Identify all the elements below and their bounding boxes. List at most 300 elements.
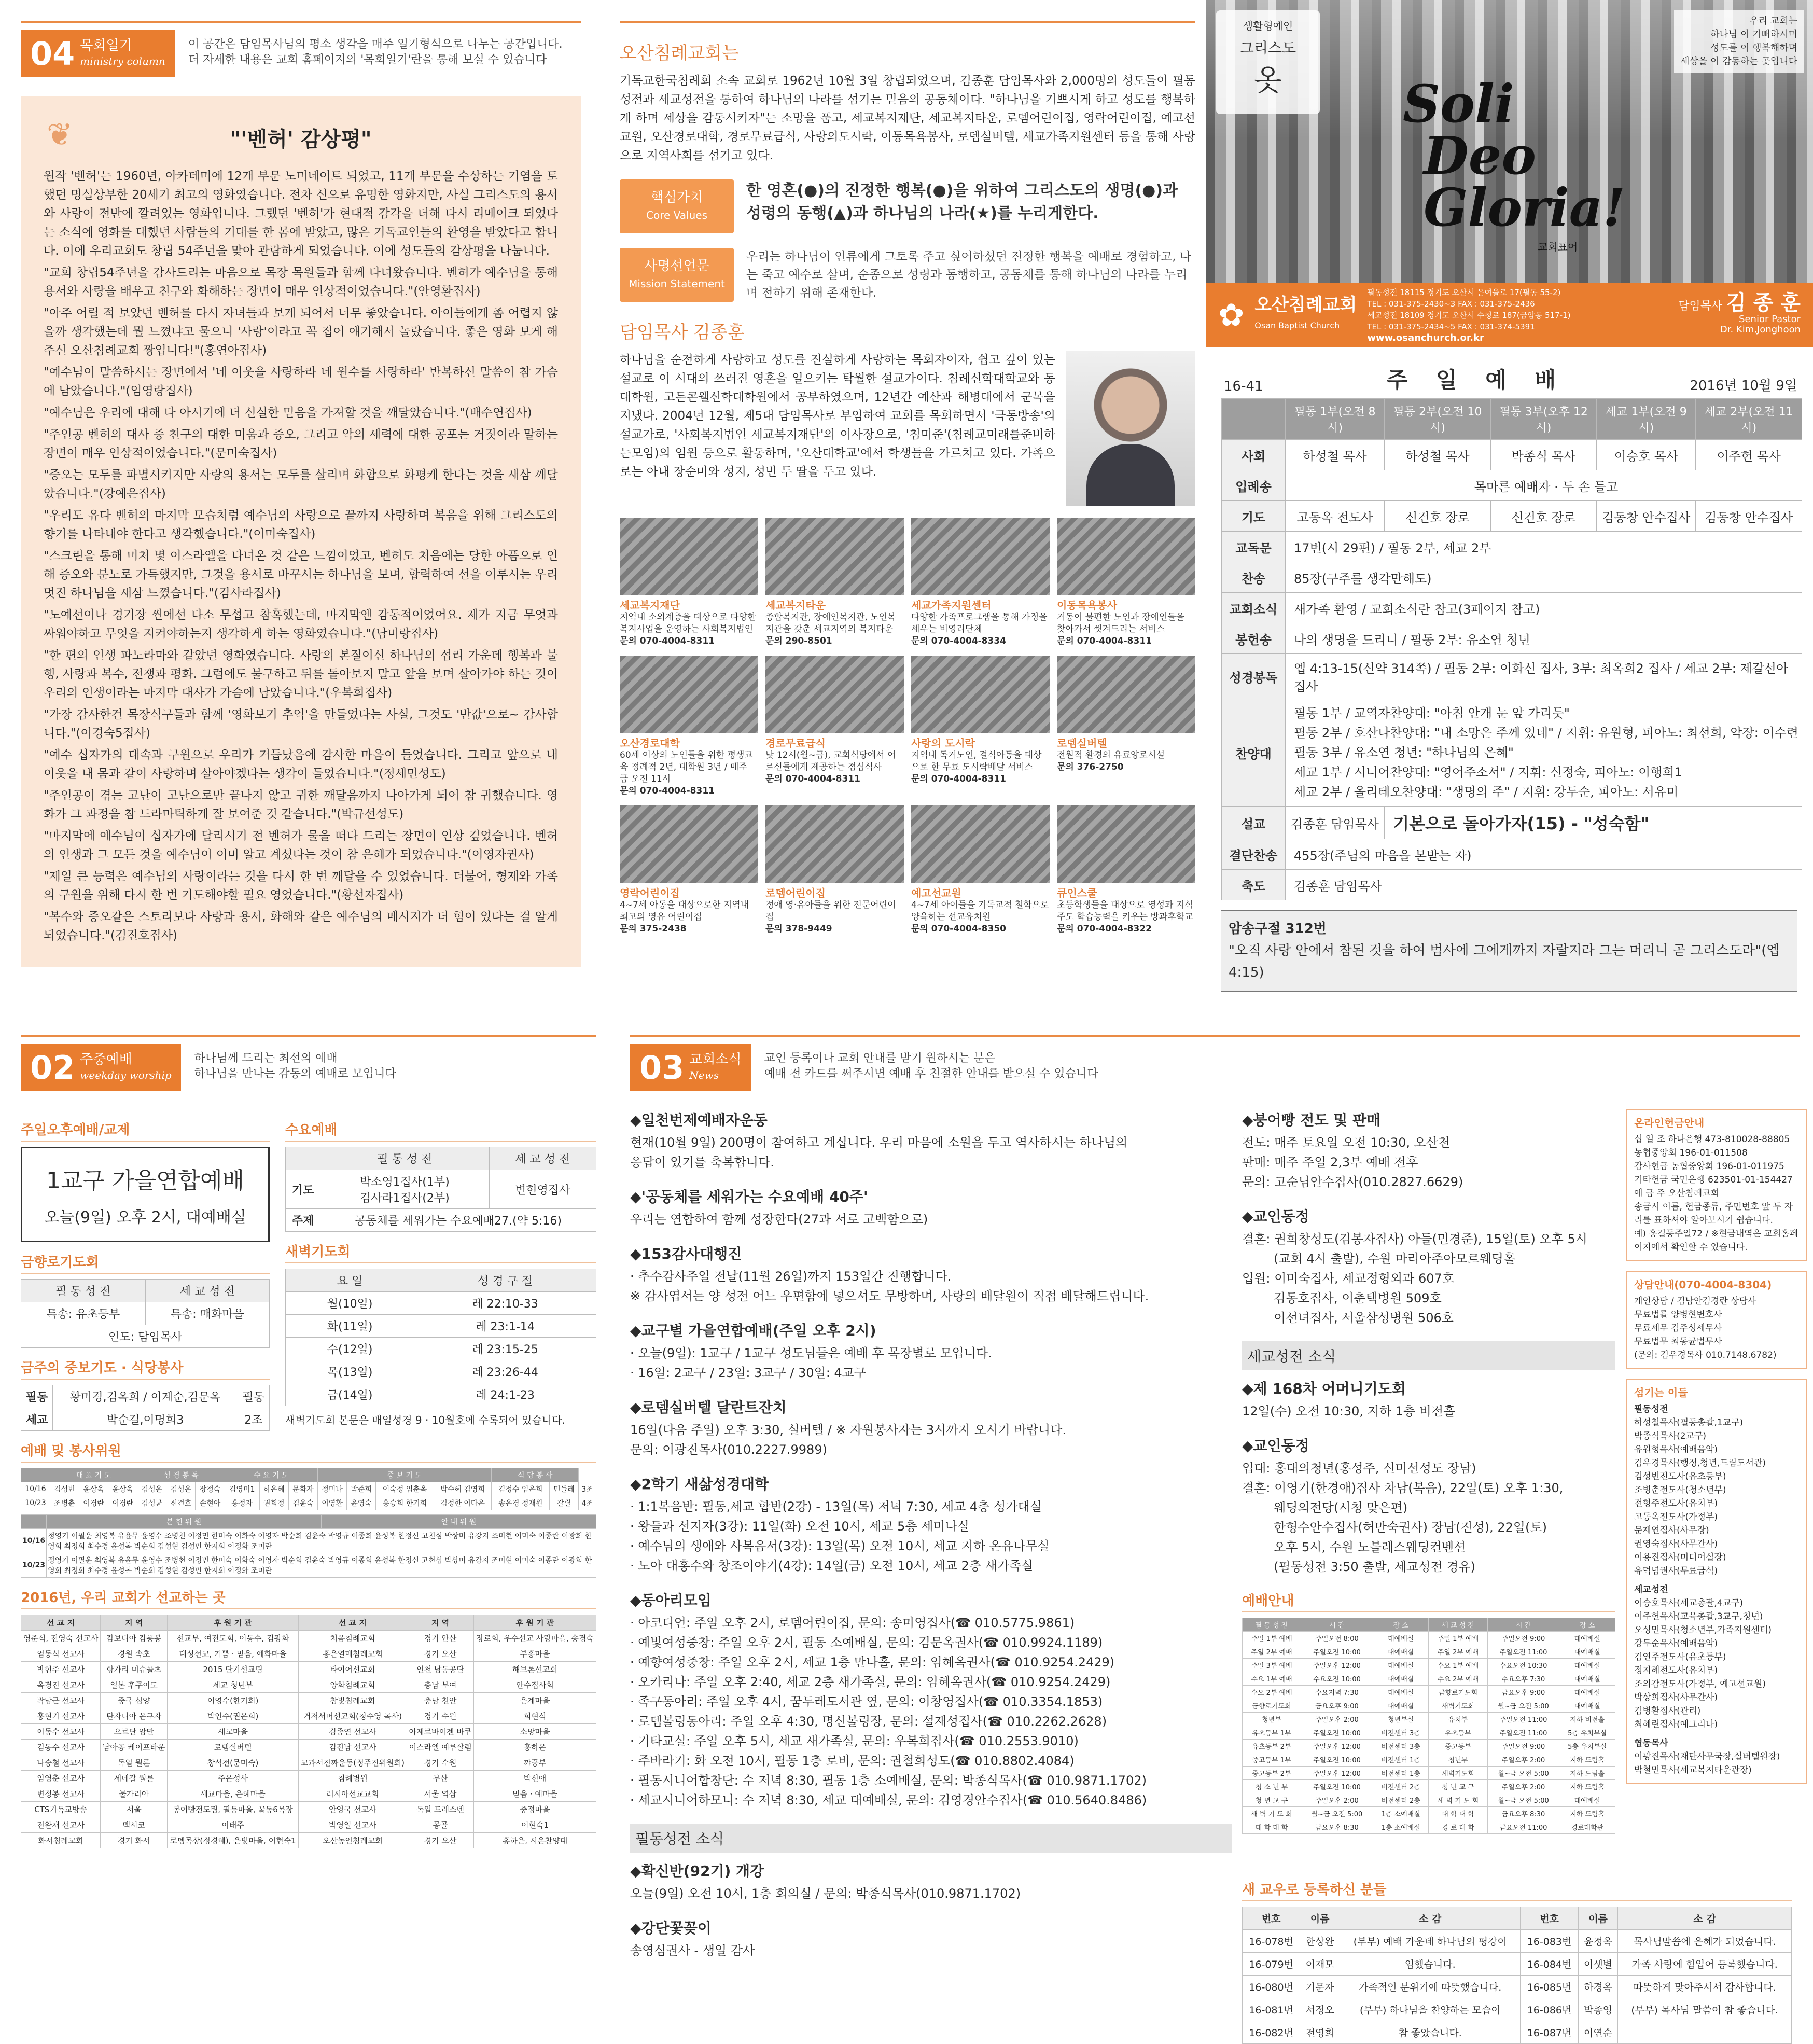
essay-paragraph: "아주 어릴 적 보았던 벤허를 다시 자녀들과 보게 되어서 너무 좋았습니다. 아이들에게 좀 어렵지 않을까 생각했는데 뭘 느꼈냐고 물으니 '사랑'이라고 꼭 집어 얘기해서 놀랐습니다. 좋은 영화 보게 해주신 오산침례교회 짱입니다!"(홍연아집사)	[44, 307, 558, 357]
staff-member: 김연주전도사(유초등부)	[1634, 1652, 1726, 1662]
mission-row	[21, 1802, 596, 1817]
guide-cell: 수요 2부 예배	[1243, 1686, 1301, 1699]
mission-cell: 세교마을, 은혜마을	[168, 1786, 299, 1802]
guide-cell: 유초등부 2부	[1243, 1740, 1301, 1753]
member-row	[1243, 2021, 1792, 2044]
section-description: 하나님께 드리는 최선의 예배 하나님을 만나는 감동의 예배로 모입니다	[194, 1052, 396, 1080]
counsel-line: (문의: 김우경목사 010.7148.6782)	[1634, 1350, 1777, 1360]
guide-row	[1243, 1726, 1615, 1740]
news-body	[1242, 1229, 1615, 1328]
guide-row	[1243, 1686, 1615, 1699]
member-cell: 전영희	[1300, 2021, 1340, 2044]
guide-cell: 수요오전 10:30	[1487, 1659, 1559, 1672]
church-website[interactable]: www.osanchurch.or.kr	[1367, 332, 1484, 343]
guide-cell: 주일오전 8:00	[1301, 1632, 1373, 1645]
guide-cell: 수요오후 7:30	[1487, 1672, 1559, 1686]
news-line: · 족구동아리: 주일 오후 4시, 꿈두레도서관 옆, 문의: 이창영집사(☎ 010.3354.1853)	[630, 1694, 1103, 1709]
staff-member: 김병환집사(관리)	[1634, 1706, 1701, 1716]
online-offering-line: 송금시 이름, 헌금종류, 주민번호 앞 두 자리를 표하셔야 알아보시기 쉽습니다.	[1634, 1202, 1793, 1226]
mission-cell: 홍하은, 시온찬양대	[473, 1833, 596, 1848]
news-sidebar	[1626, 1109, 1807, 1974]
news-heading: ◆강단꽃꽂이	[630, 1920, 712, 1937]
news-item	[630, 1319, 1232, 1383]
guide-col-header: 세 교 성 전	[1429, 1618, 1487, 1632]
news-line: · 아코디언: 주일 오후 2시, 로뎀어린이집, 문의: 송미영집사(☎ 010.5775.9861)	[630, 1616, 1075, 1630]
news-line: · 기타교실: 주일 오후 5시, 세교 새가족실, 문의: 우복희집사(☎ 010.2553.9010)	[630, 1734, 1079, 1748]
mission-text: 우리는 하나님이 인류에게 그토록 주고 싶어하셨던 진정한 행복을 예배로 경험하고, 나는 죽고 예수로 살며, 순종으로 성령과 동행하고, 공동체를 통해 하나님의 나라를 누리며 전하기 위해 존재한다.	[746, 250, 1192, 300]
online-offering-line: 예) 홍길동주일72 / ※현금내역은 교회홈페이지에서 확인할 수 있습니다.	[1634, 1229, 1798, 1253]
ministry-phone: 문의 375-2438	[620, 924, 687, 934]
mission-cell: 남아공 케이프타운	[101, 1740, 168, 1755]
news-line: 김동호집사, 이춘택병원 509호	[1242, 1291, 1442, 1305]
mission-cell: 영준식, 전영숙 선교사	[21, 1631, 101, 1646]
member-cell: 임했습니다.	[1340, 1953, 1521, 1976]
news-item	[630, 1243, 1232, 1306]
news-heading: ◆153감사대행진	[630, 1245, 742, 1262]
guide-cell: 새벽기도회	[1429, 1767, 1487, 1780]
guide-cell: 주일오전 9:00	[1487, 1740, 1559, 1753]
worship-span-cell: 새가족 환영 / 교회소식란 참고(3페이지 참고)	[1286, 593, 1802, 623]
guide-cell: 5층 유치부실	[1559, 1726, 1615, 1740]
news-line: · 필동시니어합창단: 수 저녁 8:30, 필동 1층 소예배실, 문의: 박종식목사(☎ 010.9871.1702)	[630, 1773, 1147, 1788]
member-row	[1243, 1930, 1792, 1953]
section-description: 이 공간은 담임목사님의 평소 생각을 매주 일기형식으로 나누는 공간입니다. 더 자세한 내용은 교회 홈페이지의 '목회일기'란을 통해 보실 수 있습니다	[188, 38, 563, 66]
mission-cell: 박영일 선교사	[298, 1817, 407, 1833]
news-item	[1242, 1435, 1615, 1577]
news-item	[630, 1860, 1232, 1903]
volunteer-cell: 박수혜 김영희	[434, 1482, 492, 1496]
counsel-line: 무료법률 양병현변호사	[1634, 1310, 1722, 1320]
ministry-item	[620, 656, 758, 797]
essay-paragraph: "마지막에 예수님이 십자가에 달리시기 전 벤허가 물을 떠다 드리는 장면이 인상 깊었습니다. 벤허의 인생과 그 모든 것을 예수님이 이미 알고 계셨다는 것이 참 은혜가 되었습니다."(이영자권사)	[44, 829, 558, 861]
mission-row	[21, 1771, 596, 1786]
news-line: · 16일: 2교구 / 23일: 3교구 / 30일: 4교구	[630, 1366, 867, 1380]
ministry-item	[765, 656, 904, 797]
guide-cell: 주일오전 10:00	[1301, 1645, 1373, 1659]
ministry-photo	[765, 518, 904, 595]
guide-cell: 비전센터 3층	[1373, 1726, 1429, 1740]
volunteer-cell: 신건호	[166, 1496, 196, 1510]
ministry-phone: 문의 376-2750	[1057, 762, 1124, 772]
ministry-photo	[911, 656, 1050, 733]
mission-partners-table	[21, 1615, 596, 1848]
worship-cell: 신건호 장로	[1385, 501, 1490, 532]
guide-cell: 청년부	[1243, 1713, 1301, 1726]
volunteer-cell: 윤상욱	[108, 1482, 137, 1496]
guide-cell: 수요 2부 예배	[1429, 1672, 1487, 1686]
guide-cell: 대예배실	[1373, 1672, 1429, 1686]
core-values-label: 핵심가치 Core Values	[620, 179, 734, 233]
guide-row	[1243, 1632, 1615, 1645]
essay-paragraph: "가장 감사한건 목장식구들과 함께 '영화보기 추억'을 만들었다는 사실, 그것도 '반값'으로~ 감사합니다."(이경숙5집사)	[44, 708, 558, 740]
pastor-bio: 하나님을 순전하게 사랑하고 성도를 진실하게 사랑하는 목회자이자, 쉽고 깊이 있는 설교로 이 시대의 쓰러진 영혼을 일으키는 탁월한 설교가이다. 침례신학대학교와 동대학원, 고든콘웰신학대학원에서 공부하였으며, 12년간 예산과 해병대에서 군목을 지냈다. 2004년 12월, 제5대 담임목사로 부임하여 교회를 목회하면서 '극동방송'의 설교가로, '사회복지법인 세교복지재단'의 이사장으로, '침미준'(침례교미래를준비하는모임)의 임원 등으로 활동하며, '오산대학교'에서 학생들을 가르치고 있다. 가족으로는 아내 장순미와 성지, 성빈 두 딸을 두고 있다.	[620, 353, 1055, 479]
online-offering-line: 기타헌금 국민은행 623501-01-154427	[1634, 1175, 1793, 1185]
essay-paragraph: 원작 '벤허'는 1960년, 아카데미에 12개 부문 노미네이트 되었고, 11개 부문을 수상하는 기염을 토했던 명실상부한 20세기 최고의 영화였습니다. 전차 신으로 유명한 영화지만, 사실 그리스도의 용서와 사랑이 전반에 깔려있는 영화입니다. 그랬던 '벤허'가 현대적 감각을 더해 다시 리메이크 되었다는 소식에 영화를 대했던 사람들의 기대를 한 몸에 받았고, 많은 기독교인들의 환영을 받았다고 합니다. 이에 우리교회도 창립 54주년을 맞아 관람하게 되었습니다. 이에 성도들의 감상평을 나눕니다.	[44, 170, 558, 258]
choir-line: 세교 2부 / 올리테오찬양대: "생명의 주" / 지휘: 강두순, 피아노: 서유미	[1294, 785, 1679, 799]
member-cell: 박종영	[1578, 1998, 1618, 2021]
segyo-news-heading: 세교성전 소식	[1242, 1341, 1615, 1370]
mission-cell: 홍현기 선교사	[21, 1708, 101, 1724]
ministry-photo	[765, 805, 904, 883]
mission-cell: 몽골	[407, 1817, 473, 1833]
news-line: 현재(10월 9일) 200명이 참여하고 계십니다. 우리 마음에 소원을 두고 역사하시는 하나님의	[630, 1135, 1128, 1150]
guide-cell: 금향로기도회	[1429, 1686, 1487, 1699]
news-left-column	[630, 1109, 1232, 1974]
church-info-band	[1206, 283, 1813, 347]
guide-cell: 주일오전 11:00	[1487, 1645, 1559, 1659]
memory-verse-text: "오직 사랑 안에서 참된 것을 하여 범사에 그에게까지 자랄지라 그는 머리니 곧 그리스도라"(엡 4:15)	[1229, 943, 1780, 980]
mission-row	[21, 1786, 596, 1802]
guide-cell: 주일오전 10:00	[1301, 1726, 1373, 1740]
weekday-grid	[21, 1110, 596, 1431]
volunteer-cell: 김정한 이다은	[434, 1496, 492, 1510]
mission-cell: 화서침례교회	[21, 1833, 101, 1848]
dawn-day: 금(14일)	[286, 1383, 414, 1406]
worship-row	[1222, 807, 1802, 839]
guide-cell: 지하 드림홀	[1559, 1753, 1615, 1767]
volunteer-cell: 홍승희 한기희	[376, 1496, 434, 1510]
mission-cell: 박현주 선교사	[21, 1662, 101, 1677]
guide-cell: 금요오후 9:00	[1301, 1699, 1373, 1713]
guide-cell: 대예배실	[1559, 1699, 1615, 1713]
member-cell: 16-081번	[1243, 1998, 1300, 2021]
member-cell: 16-087번	[1521, 2021, 1578, 2044]
essay-paragraph: "한 편의 인생 파노라마와 같았던 영화였습니다. 사랑의 본질이신 하나님의 섭리 가운데 행복과 불행, 사랑과 복수, 전쟁과 평화. 그럼에도 불구하고 뒤를 돌아보지 말고 앞을 보며 살아가야 하는 것이 우리의 인생이라는 마지막 대사가 가슴에 남았습니다."(우복희집사)	[44, 649, 558, 700]
ministry-name: 로뎀실버텔	[1057, 737, 1107, 749]
worship-row-label: 결단찬송	[1222, 839, 1286, 870]
online-offering-line: 예 금 주 오산침례교회	[1634, 1188, 1720, 1199]
worship-row-label: 기도	[1222, 501, 1286, 532]
issue-number: 16-41	[1224, 379, 1263, 394]
guide-cell: 유치부	[1429, 1713, 1487, 1726]
news-line: · 예수님의 생애와 사복음서(3강): 13일(목) 오전 10시, 세교 지하 온유나무실	[630, 1539, 1050, 1553]
mission-cell: 홍하은	[473, 1740, 596, 1755]
guide-cell: 수요저녁 7:30	[1301, 1686, 1373, 1699]
staff-member: 이용진집사(미디어실장)	[1634, 1552, 1726, 1563]
ministry-desc: 지역내 독거노인, 결식아동을 대상으로 한 무료 도시락배달 서비스	[911, 750, 1042, 772]
mission-cell: 아제르바이젠 바쿠	[407, 1724, 473, 1740]
staff-member: 이광진목사(재단사무국장,실버텔원장)	[1634, 1751, 1780, 1762]
mission-cell: 참빛침례교회	[298, 1693, 407, 1708]
news-line: · 로뎀볼링동아리: 주일 오후 4:30, 명신볼링장, 문의: 설재성집사(☎ 010.2262.2628)	[630, 1714, 1107, 1729]
guide-cell: 대예배실	[1373, 1659, 1429, 1672]
staff-member: 유원형목사(예배음악)	[1634, 1444, 1718, 1455]
guide-cell: 주일오후 12:00	[1301, 1659, 1373, 1672]
volunteer-row	[21, 1496, 596, 1510]
staff-member: 이주헌목사(교육총괄,3교구,청년)	[1634, 1611, 1763, 1622]
guide-cell: 중고등부	[1429, 1740, 1487, 1753]
guide-row	[1243, 1780, 1615, 1793]
mission-cell: 경기 안산	[407, 1631, 473, 1646]
mission-cell: 곽남근 선교사	[21, 1693, 101, 1708]
online-offering-line: 십 일 조 하나은행 473-810028-88805	[1634, 1134, 1790, 1145]
volunteer-cell: 김성균	[137, 1496, 166, 1510]
guide-cell: 1층 소예배실	[1373, 1820, 1429, 1834]
guide-cell: 주일오후 2:00	[1301, 1793, 1373, 1807]
news-line: 웨딩의전당(시청 맞은편)	[1242, 1500, 1408, 1515]
ministry-desc: 60세 이상의 노인들을 위한 평생교육 정례적 2년, 대학원 3년 / 매주 금 오전 11시	[620, 750, 753, 784]
guide-row	[1243, 1740, 1615, 1753]
volunteer-cell: 하은혜	[259, 1482, 288, 1496]
worship-row-label: 사회	[1222, 440, 1286, 470]
guide-cell: 지하 비전홀	[1559, 1713, 1615, 1726]
ministry-item	[765, 518, 904, 647]
guide-cell: 대예배실	[1559, 1659, 1615, 1672]
news-line: (필동성전 3:50 출발, 세교성전 경유)	[1242, 1560, 1476, 1574]
wednesday-table: 필 동 성 전 세 교 성 전 기도 박소영1집사(1부) 김사라1집사(2부) 변현영집사 주제 공동체를 세워가는 수요예배27.(약 5:16)	[285, 1147, 596, 1232]
guide-cell: 주일오후 2:00	[1301, 1713, 1373, 1726]
member-cell: 참 좋았습니다.	[1340, 2021, 1521, 2044]
guide-cell: 금향로기도회	[1243, 1699, 1301, 1713]
intercession-table: 필동 황미경,김옥희 / 이계순,김문옥 필동 세교 박순길,이명희3 2조	[21, 1385, 270, 1431]
guide-row	[1243, 1807, 1615, 1820]
guide-row	[1243, 1659, 1615, 1672]
guide-cell: 월~금 오전 5:00	[1487, 1699, 1559, 1713]
news-line: 전도: 매주 토요일 오전 10:30, 오산천	[1242, 1135, 1451, 1150]
member-cell: 16-083번	[1521, 1930, 1578, 1953]
staff-member: 전형주전도사(유치부)	[1634, 1498, 1718, 1509]
mission-cell: 2015 단기선교팀	[168, 1662, 299, 1677]
ministry-desc: 거동이 불편한 노인과 장애인들을 찾아가서 씻겨드리는 서비스	[1057, 612, 1185, 634]
member-cell: 가족적인 분위기에 따뜻했습니다.	[1340, 1976, 1521, 1998]
volunteer-row	[21, 1482, 596, 1496]
staff-member: 김성빈전도사(유초등부)	[1634, 1471, 1726, 1482]
news-line: · 추수감사주일 전날(11월 26일)까지 153일간 진행합니다.	[630, 1269, 952, 1284]
worship-cell: 하성철 목사	[1286, 440, 1385, 470]
dawn-verse: 레 23:26-44	[414, 1360, 596, 1383]
member-row	[1243, 1998, 1792, 2021]
dawn-day: 화(11일)	[286, 1315, 414, 1338]
member-cell: (부부) 목사님 말씀이 참 좋습니다.	[1618, 1998, 1792, 2021]
worship-row-label: 찬송	[1222, 562, 1286, 593]
essay-paragraph: "교회 창립54주년을 감사드리는 마음으로 목장 목원들과 함께 다녀왔습니다. 벤허가 예수님을 통해 용서와 사랑을 배우고 친구와 화해하는 장면이 매우 인상적이었습니다."(안영환집사)	[44, 266, 558, 298]
mission-cell: 서울	[101, 1802, 168, 1817]
mission-cell: 김종연 선교사	[298, 1724, 407, 1740]
worship-cell: 고동옥 전도사	[1286, 501, 1385, 532]
ministry-grid	[620, 518, 1195, 935]
news-item	[1242, 1205, 1615, 1328]
counsel-line: 무료법무 최동균법무사	[1634, 1337, 1722, 1347]
worship-span-cell: 17번(시 29편) / 필동 2부, 세교 2부	[1286, 532, 1802, 562]
mission-cell: 부흥마을	[473, 1646, 596, 1662]
news-line: 문의: 고순님안수집사(010.2827.6629)	[1242, 1175, 1463, 1189]
mission-col-header: 후 원 기 관	[473, 1615, 596, 1631]
news-item	[630, 1917, 1232, 1960]
volunteer-cell: 박준희	[347, 1482, 376, 1496]
worship-title: 주 일 예 배	[1386, 367, 1567, 393]
ministry-phone: 문의 070-4004-8311	[620, 786, 715, 796]
pastor-photo	[1066, 351, 1195, 506]
mission-cell: 처음침례교회	[298, 1631, 407, 1646]
guide-row	[1243, 1699, 1615, 1713]
member-cell: (부부) 예배 가운데 하나님의 평강이	[1340, 1930, 1521, 1953]
offering-usher-table: 본 헌 위 원 안 내 위 원 10/16 정영기 이필운 최영복 유윤무 윤영수 조병천 이정민 한미숙 이화숙 이영자 박순희 김윤숙 박영규 이종희 윤성복 한정신 고천심 박상미 유강지 조미현 이미숙 이종란 이광희 한영희 최정희 최수경 윤성복 박순희 김성현 김성민 한지희 이정화 조미란 10/23 정영기 이필운 최영복 유윤무 윤영수 조병천 이정민 한미숙 이화숙 이영자 박순희 김윤숙 박영규 이종희 윤성복 한정신 고천심 박상미 유강지 조미현 이미숙 이종란 이광희 한영희 최정희 최수경 윤성복 박순희 김성현 김성민 한지희 이정화 조미란	[21, 1514, 596, 1578]
guide-cell: 대예배실	[1373, 1686, 1429, 1699]
staff-member: 조의감전도사(가정부, 예고선교원)	[1634, 1679, 1766, 1689]
guide-cell: 주일오전 11:00	[1487, 1713, 1559, 1726]
mission-cell: 침례병원	[298, 1771, 407, 1786]
essay-paragraph: "예수님이 말씀하시는 장면에서 '네 이웃을 사랑하라 네 원수를 사랑하라' 반복하신 말씀이 참 가슴에 남았습니다."(임영랑집사)	[44, 366, 558, 398]
ministry-item	[911, 805, 1050, 935]
mission-cell: 중국 심양	[101, 1693, 168, 1708]
news-line: · 왕들과 선지자(3강): 11일(화) 오전 10시, 세교 5층 세미나실	[630, 1519, 969, 1534]
mission-cell: 창석전(문미숙)	[168, 1755, 299, 1771]
essay-paragraph: "주인공이 겪는 고난이 고난으로만 끝나지 않고 귀한 깨달음까지 나아가게 되어 참 귀했습니다. 영화가 그 과정을 참 드라마틱하게 잘 보여준 것 같습니다."(박규선성도)	[44, 789, 558, 821]
ministry-item	[1057, 805, 1195, 935]
volunteer-cell: 민들레	[549, 1482, 578, 1496]
ministry-phone: 문의 070-4004-8311	[911, 774, 1006, 784]
section-description: 교인 등록이나 교회 안내를 받기 원하시는 분은 예배 전 카드를 써주시면 예배 후 친절한 안내를 받으실 수 있습니다	[764, 1052, 1098, 1080]
news-heading: ◆제 168차 어머니기도회	[1242, 1380, 1406, 1397]
ministry-name: 로뎀어린이집	[765, 887, 826, 899]
guide-cell: 유초등부 1부	[1243, 1726, 1301, 1740]
guide-cell: 주일오후 12:00	[1301, 1767, 1373, 1780]
mission-cell: 김진남 선교사	[298, 1740, 407, 1755]
news-heading: ◆동아리모임	[630, 1592, 712, 1609]
mission-cell: 캄보디아 캄퐁봉	[101, 1631, 168, 1646]
news-body	[630, 1613, 1232, 1810]
mission-cell: 세교마을	[168, 1724, 299, 1740]
ministry-desc: 낮 12시(월~금), 교회식당에서 어르신들에게 제공하는 점심식사	[765, 750, 896, 772]
news-body	[630, 1133, 1232, 1172]
section-header	[21, 21, 581, 87]
worship-row-label: 봉헌송	[1222, 623, 1286, 654]
worship-row-label: 설교	[1222, 807, 1286, 839]
online-offering-line: 감사헌금 농협중앙회 196-01-011975	[1634, 1161, 1784, 1172]
guide-cell: 비전센터 2층	[1373, 1780, 1429, 1793]
ministry-phone: 문의 070-4004-8311	[765, 774, 860, 784]
worship-span-cell: 85장(구주를 생각만해도)	[1286, 562, 1802, 593]
news-line: 송영심권사 - 생일 감사	[630, 1943, 755, 1958]
ministry-name: 사랑의 도시락	[911, 737, 975, 749]
mission-cell: 이태주	[168, 1817, 299, 1833]
guide-cell: 주일 1부 예배	[1429, 1632, 1487, 1645]
volunteer-cell: 권희정	[259, 1496, 288, 1510]
volunteer-date: 10/23	[21, 1496, 50, 1510]
ministry-item	[620, 518, 758, 647]
volunteer-cell: 이영환	[317, 1496, 346, 1510]
member-cell: 16-086번	[1521, 1998, 1578, 2021]
guide-cell: 유초등부	[1429, 1726, 1487, 1740]
news-line: 응답이 있기를 축복합니다.	[630, 1155, 774, 1170]
mission-cell: 러시아선교교회	[298, 1786, 407, 1802]
worship-col-header	[1222, 399, 1286, 440]
worship-title-row	[1224, 363, 1797, 394]
volunteer-cell: 김윤숙	[288, 1496, 317, 1510]
news-line: (교회 4시 출발), 수원 마리아주아모르웨딩홀	[1242, 1252, 1516, 1266]
volunteer-cell: 김성운	[137, 1482, 166, 1496]
ministry-item	[911, 656, 1050, 797]
worship-span-cell: 나의 생명을 드리니 / 필동 2부: 유소연 청년	[1286, 623, 1802, 654]
worship-cell: 박종식 목사	[1490, 440, 1596, 470]
dawn-verse: 레 23:15-25	[414, 1338, 596, 1360]
mission-cell: 변정봉 선교사	[21, 1786, 101, 1802]
mission-cell: 경원 속초	[101, 1646, 168, 1662]
mission-cell: 경기 오산	[407, 1646, 473, 1662]
guide-cell: 주일 3부 예배	[1243, 1659, 1301, 1672]
worship-row	[1222, 532, 1802, 562]
volunteer-cell: 윤상욱	[79, 1482, 108, 1496]
news-line: · 세교시니어하모니: 수 저녁 8:30, 세교 대예배실, 문의: 김영경안수집사(☎ 010.5640.8486)	[630, 1793, 1147, 1807]
member-row	[1243, 1976, 1792, 1998]
news-body	[630, 1941, 1232, 1960]
volunteer-cell: 3조	[579, 1482, 596, 1496]
section-badge	[21, 30, 175, 77]
guide-cell: 청 년 교 구	[1429, 1780, 1487, 1793]
essay-title: "'벤허' 감상평"	[230, 128, 372, 151]
volunteer-cell: 김성운	[166, 1482, 196, 1496]
ministry-photo	[1057, 518, 1195, 595]
guide-cell: 비전센터 2층	[1373, 1793, 1429, 1807]
member-cell: 16-079번	[1243, 1953, 1300, 1976]
news-line: 이선녀집사, 서울삼성병원 506호	[1242, 1311, 1454, 1325]
guide-cell: 주일오전 10:00	[1301, 1753, 1373, 1767]
dawn-prayer-table: 요 일 성 경 구 절 월(10일) 레 22:10-33 화(11일) 레 23:1-14 수(12일) 레 23:15-25 목(13일) 레 23:26-44 금(14일) 레 24:1-23	[285, 1269, 596, 1406]
guide-cell: 중고등부 1부	[1243, 1753, 1301, 1767]
dawn-day: 월(10일)	[286, 1292, 414, 1315]
guide-cell: 비전센터 1층	[1373, 1767, 1429, 1780]
worship-col-header: 필동 2부(오전 10시)	[1385, 399, 1490, 440]
ministry-phone: 문의 070-4004-8311	[1057, 636, 1152, 646]
guide-cell: 대예배실	[1373, 1699, 1429, 1713]
mission-cell: 경기 화서	[101, 1833, 168, 1848]
essay-box	[21, 96, 581, 967]
member-col-header: 번호	[1243, 1907, 1300, 1930]
cover-subtitle: 교회표어	[1538, 241, 1578, 253]
guide-cell: 청년부실	[1373, 1713, 1429, 1726]
guide-cell: 대 학 대 학	[1243, 1820, 1301, 1834]
guide-cell: 비전센터 1층	[1373, 1753, 1429, 1767]
choir-line: 필동 3부 / 유소연 청년: "하나님의 은혜"	[1294, 745, 1514, 760]
worship-cell: 김동창 안수집사	[1696, 501, 1802, 532]
member-cell: 하경옥	[1578, 1976, 1618, 1998]
online-offering-line: 농협중앙회 196-01-011508	[1634, 1148, 1748, 1158]
mission-cell: 믿음 · 예마을	[473, 1786, 596, 1802]
ministry-name: 예고선교원	[911, 887, 961, 899]
member-col-header: 번호	[1521, 1907, 1578, 1930]
news-item	[630, 1186, 1232, 1229]
guide-cell: 비전센터 3층	[1373, 1740, 1429, 1753]
staff-member: 이승호목사(세교총괄,4교구)	[1634, 1598, 1744, 1608]
church-news-panel	[630, 1035, 1800, 2039]
worship-date: 2016년 10월 9일	[1690, 378, 1797, 394]
ministry-phone: 문의 070-4004-8322	[1057, 924, 1152, 934]
intro-paragraph: 기독교한국침례회 소속 교회로 1962년 10월 3일 창립되었으며, 김종훈 담임목사와 2,000명의 성도들이 필동성전과 세교성전을 통하여 하나님의 나라를 섬기는 믿음의 공동체이다. "하나님을 기쁘시게 하고 성도를 행복하게 하며 세상을 감동시키자"는 소망을 품고, 세교복지재단, 세교복지타운, 로뎀어린이집, 영락어린이집, 예고선교원, 오산경로대학, 경로무료급식, 사랑의도시락, 이동목욕봉사, 로뎀실버텔, 세교가족지원센터 등을 통해 사랑으로 지역사회를 섬기고 있다.	[620, 74, 1195, 162]
ministry-photo	[765, 656, 904, 733]
essay-paragraph: "증오는 모두를 파멸시키지만 사랑의 용서는 모두를 살리며 화합으로 화평케 한다는 것을 새삼 깨달았습니다."(강예은집사)	[44, 468, 558, 500]
worship-cell: 신건호 장로	[1490, 501, 1596, 532]
ministry-item	[765, 805, 904, 935]
mission-row	[21, 1833, 596, 1848]
mission-row	[21, 1662, 596, 1677]
guide-row	[1243, 1767, 1615, 1780]
worship-row	[1222, 440, 1802, 470]
guide-col-header: 시 간	[1301, 1618, 1373, 1632]
mission-cell: 봉어빵전도팀, 필동마을, 꿀동6목장	[168, 1802, 299, 1817]
dawn-day: 목(13일)	[286, 1360, 414, 1383]
worship-row	[1222, 623, 1802, 654]
mission-cell: 전완재 선교사	[21, 1817, 101, 1833]
news-line: · 주바라기: 화 오전 10시, 필동 1층 로비, 문의: 권철희성도(☎ 010.8802.4084)	[630, 1754, 1075, 1768]
church-logo-icon: ✿	[1218, 297, 1245, 333]
guide-cell: 1층 소예배실	[1373, 1807, 1429, 1820]
section-badge: 02 주중예배 weekday worship	[21, 1044, 181, 1091]
counsel-box: 상담안내(070-4004-8304) 개인상담 / 김남안김경란 상담사 무료법률 양병현변호사 무료세무 김주성세무사 무료법무 최동균법무사 (문의: 김우경목사 010.7148.6782)	[1626, 1271, 1807, 1369]
staff-member: 김우경목사(행정,청년,드림도서관)	[1634, 1458, 1766, 1468]
ministry-desc: 다양한 가족프로그램을 통해 가정을 세우는 비영리단체	[911, 612, 1048, 634]
section-title: 목회일기	[80, 38, 132, 53]
worship-col-header: 세교 2부(오전 11시)	[1696, 399, 1802, 440]
